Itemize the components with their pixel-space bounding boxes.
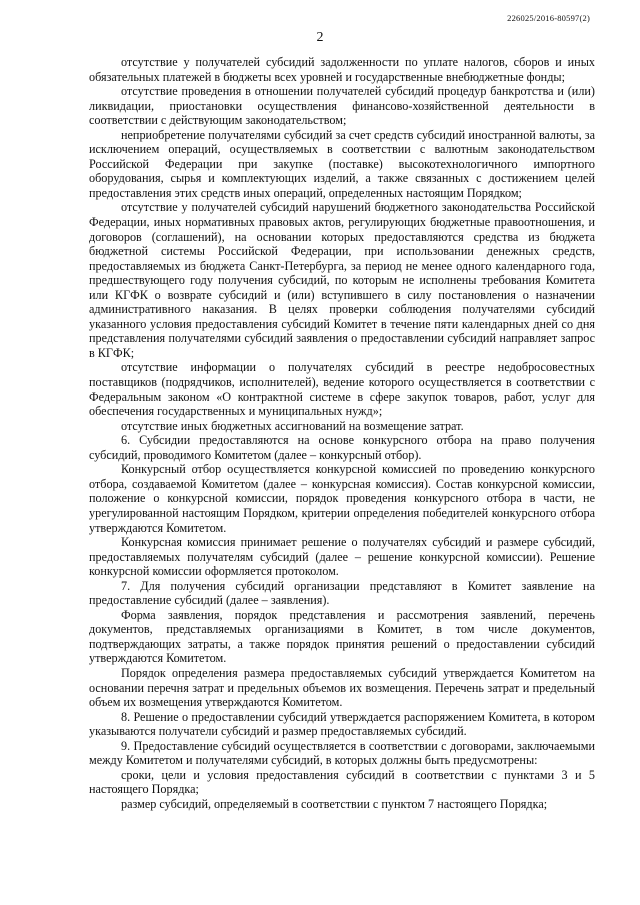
paragraph: Порядок определения размера предоставляемых субсидий утверждается Комитетом на основании перечня затрат и предельных объемов их возмещения. Перечень затрат и предельный объем их возмещения утверждаются Комитетом. <box>89 665 595 710</box>
paragraph: неприобретение получателями субсидий за счет средств субсидий иностранной валюты, за исключением операций, осуществляемых в соответствии с валютным законодательством Российской Федерации при закупке (поставке) высокотехнологичного импортного оборудования, сырья и комплектующих изделий, а также связанных с достижением целей предоставления этих средств иных операций, определенных настоящим Порядком; <box>89 127 595 200</box>
document-body <box>89 55 595 811</box>
paragraph: сроки, цели и условия предоставления субсидий в соответствии с пунктами 3 и 5 настоящего Порядка; <box>89 767 595 797</box>
paragraph: Конкурсная комиссия принимает решение о получателях субсидий и размере субсидий, предоставляемых получателям субсидий (далее – решение конкурсной комиссии). Решение конкурсной комиссии оформляется протоколом. <box>89 535 595 579</box>
paragraph: отсутствие проведения в отношении получателей субсидий процедур банкротства и (или) ликвидации, приостановки осуществления финансово-хозяйственной деятельности в соответствии с действующим законодательством; <box>89 84 595 128</box>
paragraph: отсутствие у получателей субсидий задолженности по уплате налогов, сборов и иных обязательных платежей в бюджеты всех уровней и государственные внебюджетные фонды; <box>89 55 595 84</box>
paragraph: 8. Решение о предоставлении субсидий утверждается распоряжением Комитета, в котором указываются получатели субсидий и размер предоставляемых субсидий. <box>89 709 595 739</box>
page-number: 2 <box>316 30 324 45</box>
paragraph: размер субсидий, определяемый в соответствии с пунктом 7 настоящего Порядка; <box>121 796 548 811</box>
paragraph: 6. Субсидии предоставляются на основе конкурсного отбора на право получения субсидий, проводимого Комитетом (далее – конкурсный отбор). <box>89 433 595 462</box>
paragraph: отсутствие у получателей субсидий нарушений бюджетного законодательства Российской Федерации, иных нормативных правовых актов, регулирующих бюджетные правоотношения, и договоров (соглашений), на основании которых предоставляются средства из бюджета бюджетной системы Российской Федерации, при использовании денежных средств, предоставляемых из бюджета Санкт-Петербурга, за период не менее одного календарного года, предшествующего году получения субсидий, по которым не исполнены требования Комитета или КГФК о возврате субсидий и (или) вступившего в силу постановления о назначении административного наказания. В целях проверки соблюдения получателями субсидий указанного условия предоставления субсидий Комитет в течение пяти календарных дней со дня представления получателями субсидий заявления о предоставлении субсидий направляет запрос в КГФК; <box>89 200 595 360</box>
paragraph: отсутствие иных бюджетных ассигнований на возмещение затрат. <box>121 418 464 433</box>
paragraph: отсутствие информации о получателях субсидий в реестре недобросовестных поставщиков (подрядчиков, исполнителей), ведение которого осуществляется в соответствии с Федеральным законом «О контрактной системе в сфере закупок товаров, работ, услуг для обеспечения государственных и муниципальных нужд»; <box>89 360 595 419</box>
paragraph: 9. Предоставление субсидий осуществляется в соответствии с договорами, заключаемыми между Комитетом и получателями субсидий, в которых должны быть предусмотрены: <box>89 738 595 768</box>
paragraph: 7. Для получения субсидий организации представляют в Комитет заявление на предоставление субсидий (далее – заявления). <box>89 578 595 608</box>
paragraph: Форма заявления, порядок представления и рассмотрения заявлений, перечень документов, представляемых организациями в Комитет, в том числе документов, подтверждающих затраты, а также порядок принятия решений о предоставлении субсидий утверждаются Комитетом. <box>89 607 595 666</box>
paragraph: Конкурсный отбор осуществляется конкурсной комиссией по проведению конкурсного отбора, создаваемой Комитетом (далее – конкурсная комиссия). Состав конкурсной комиссии, положение о конкурсной комиссии, порядок проведения конкурсного отбора в части, не урегулированной настоящим Порядком, критерии определения победителей конкурсного отбора утверждаются Комитетом. <box>89 462 595 535</box>
document-id: 226025/2016-80597(2) <box>507 13 590 23</box>
